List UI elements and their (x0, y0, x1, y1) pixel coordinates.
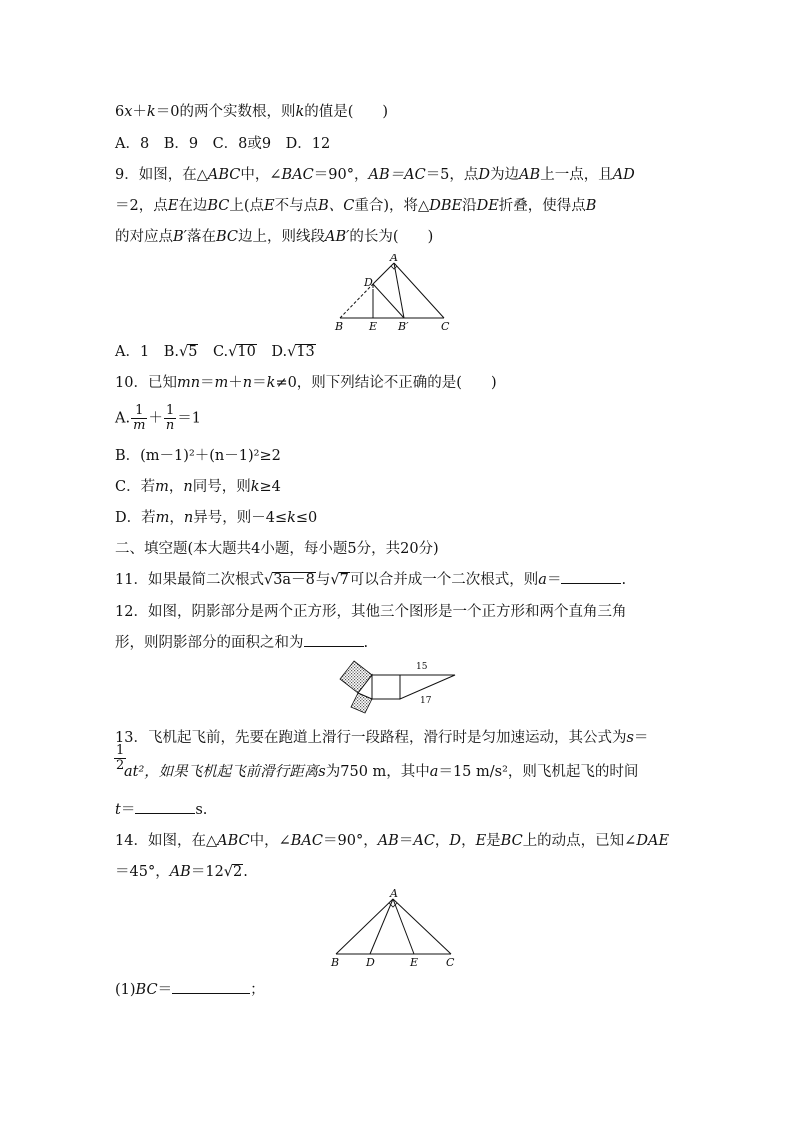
q8-options: A．8 B．9 C．8或9 D．12 (115, 136, 331, 152)
q13-answer-blank[interactable] (135, 801, 195, 814)
q9-line2: ＝2，点E在边BC上(点E不与点B、C重合)，将△DBE沿DE折叠，使得点B (115, 198, 597, 214)
q13-fraction: $\frac{1}{2}$ (116, 743, 125, 773)
q14-label-b: B (331, 956, 340, 969)
q14-label-c: C (446, 956, 455, 969)
q9-label-b: B (335, 320, 344, 333)
q13-line1: 13．飞机起飞前，先要在跑道上滑行一段路程，滑行时是匀加速运动，其公式为s＝ (115, 730, 649, 746)
q9-label-bprime: B′ (398, 320, 409, 333)
q9-label-d: D (364, 276, 373, 289)
section-heading: 二、填空题(本大题共4小题，每小题5分，共20分) (115, 541, 439, 557)
q14-label-e: E (410, 956, 419, 969)
q12-label-17: 17 (420, 696, 432, 706)
q8-stem: 6x＋k＝0的两个实数根，则k的值是( ) (115, 104, 389, 120)
q13-line3: t＝ s. (115, 802, 208, 818)
q12-figure (330, 655, 460, 720)
q14-label-a: A (390, 887, 398, 900)
q10-option-d: D．若m，n异号，则－4≤k≤0 (115, 510, 318, 526)
q12-label-15: 15 (416, 662, 428, 672)
q12-line2: 形，则阴影部分的面积之和为 . (115, 635, 369, 651)
q13-line2: at²，如果飞机起飞前滑行距离s为750 m，其中a＝15 m/s²，则飞机起飞的时间 (124, 764, 639, 780)
q9-line3: 的对应点B′落在BC边上，则线段AB′的长为( ) (115, 229, 434, 245)
q10-option-a: A. $\frac{1}{m}$ ＋ $\frac{1}{n}$ ＝1 (115, 403, 202, 433)
q12-answer-blank[interactable] (304, 634, 364, 647)
q9-label-e: E (369, 320, 378, 333)
q14-line2: ＝45°，AB＝12√2. (115, 864, 248, 880)
q14-line1: 14．如图，在△ABC中，∠BAC＝90°，AB＝AC，D，E是BC上的动点，已知∠DAE (115, 833, 670, 849)
q9-label-c: C (441, 320, 450, 333)
q9-line1: 9．如图，在△ABC中，∠BAC＝90°，AB＝AC＝5，点D为边AB上一点，且AD (115, 167, 635, 183)
q11: 11．如果最简二次根式√3a－8与√7可以合并成一个二次根式，则a＝ . (115, 572, 627, 588)
q9-options: A．1 B.√5 C.√10 D.√13 (115, 344, 315, 360)
q10-option-b: B．(m－1)²＋(n－1)²≥2 (115, 448, 281, 464)
q12-line1: 12．如图，阴影部分是两个正方形，其他三个图形是一个正方形和两个直角三角 (115, 604, 627, 620)
q9-label-a: A (390, 254, 398, 264)
q14-figure (326, 886, 466, 971)
q14-sub1-answer-blank[interactable] (172, 981, 250, 994)
q14-sub1: (1)BC＝ ； (115, 982, 265, 998)
q10-stem: 10．已知mn＝m＋n＝k≠0，则下列结论不正确的是( ) (115, 375, 497, 391)
q9-figure (330, 254, 460, 334)
q10-option-c: C．若m，n同号，则k≥4 (115, 479, 281, 495)
q14-label-d: D (366, 956, 375, 969)
q11-answer-blank[interactable] (561, 571, 621, 584)
